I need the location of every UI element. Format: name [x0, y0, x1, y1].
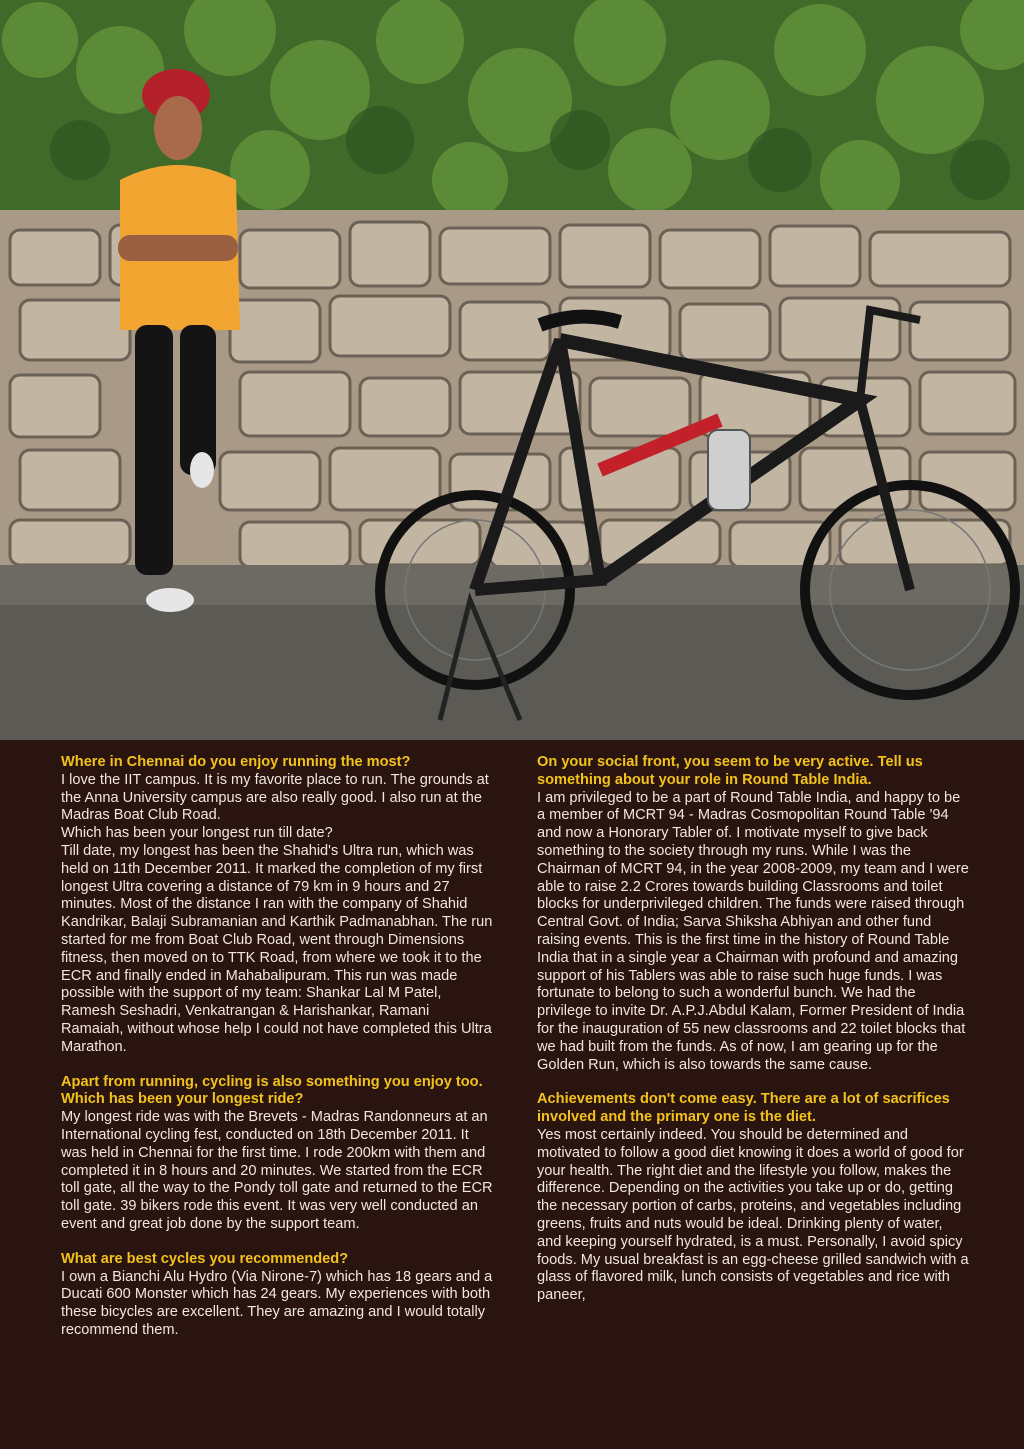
answer-6: Yes most certainly indeed. You should be determined and motivated to follow a good diet knowing it does a world of good for your health. The right diet and the lifestyle you follow, makes the difference. Depending on the activities you take up or do, getting the necessary portion of carbs, proteins, and vegetables including greens, fruits and nuts would be ideal. Drinking plenty of water, and keeping yourself hydrated, is a must. Personally, I avoid spicy foods. My usual breakfast is an egg-cheese grilled sandwich with a glass of flavored milk, lunch consists of vegetables and rice with paneer, [537, 1126, 969, 1304]
water-bottle [708, 430, 750, 510]
question-6: Achievements don't come easy. There are a lot of sacrifices involved and the primary one is the diet. [537, 1091, 950, 1126]
question-3: Apart from running, cycling is also something you enjoy too. Which has been your longest ride? [61, 1073, 483, 1108]
answer-2: Till date, my longest has been the Shahid's Ultra run, which was held on 11th December 2011. It marked the completion of my first longest Ultra covering a distance of 79 km in 9 hours and 27 minutes. Most of the distance I ran with the company of Shahid Kandrikar, Balaji Subramanian and Karthik Padmanabhan. The run started for me from Boat Club Road, went through Dimensions fitness, then moved on to TTK Road, from where we took it to the ECR and finally ended in Mahabalipuram. This run was made possible with the support of my team: Shankar Lal M Patel, Ramesh Seshadri, Venkatrangan & Harishankar, Ramani Ramaiah, without whose help I could not have completed this Ultra Marathon. [61, 842, 493, 1055]
answer-2-question: Which has been your longest run till date? [61, 825, 333, 842]
interview-article [0, 740, 1024, 1449]
answer-4: I own a Bianchi Alu Hydro (Via Nirone-7) which has 18 gears and a Ducati 600 Monster which has 24 gears. My experiences with both these bicycles are excellent. They are amazing and I would totally recommend them. [61, 1268, 493, 1338]
question-4: What are best cycles you recommended? [61, 1250, 349, 1267]
answer-5: I am privileged to be a part of Round Table India, and happy to be a member of MCRT 94 - Madras Cosmopolitan Round Table '94 and now a Honorary Tabler of. I motivate myself to give back something to the society through my runs. While I was the Chairman of MCRT 94, in the year 2008-2009, my team and I were able to raise 2.2 Crores towards building Classrooms and toilet blocks for underprivileged children. The funds were raised through Central Govt. of India; Sarva Shiksha Abhiyan and other fund raising events. This is the first time in the history of Round Table India that in a single year a Chairman with profound and amazing support of his Tablers was able to raise such huge funds. I was fortunate to belong to such a wonderful bunch. We had the privilege to invite Dr. A.P.J.Abdul Kalam, Former President of India for the inauguration of 55 new classrooms and 22 toilet blocks that we had built from the funds. As of now, I am gearing up for the Golden Run, which is also towards the same cause. [537, 789, 969, 1073]
answer-1: I love the IIT campus. It is my favorite place to run. The grounds at the Anna University campus are also really good. I also run at the Madras Boat Club Road. [61, 771, 489, 824]
answer-3: My longest ride was with the Brevets - Madras Randonneurs at an International cycling fest, conducted on 18th December 2011. It was held in Chennai for the first time. I rode 200km with them and completed it in 8 hours and 20 minutes. We started from the ECR toll gate, all the way to the Pondy toll gate and returned to the ECR toll gate. 39 bikers rode this event. It was very well conducted an event and great job done by the support team. [61, 1109, 493, 1232]
right-column [537, 754, 969, 1305]
question-5: On your social front, you seem to be very active. Tell us something about your role in Round Table India. [537, 754, 923, 788]
question-1: Where in Chennai do you enjoy running the most? [61, 754, 411, 770]
left-column [61, 754, 493, 1340]
